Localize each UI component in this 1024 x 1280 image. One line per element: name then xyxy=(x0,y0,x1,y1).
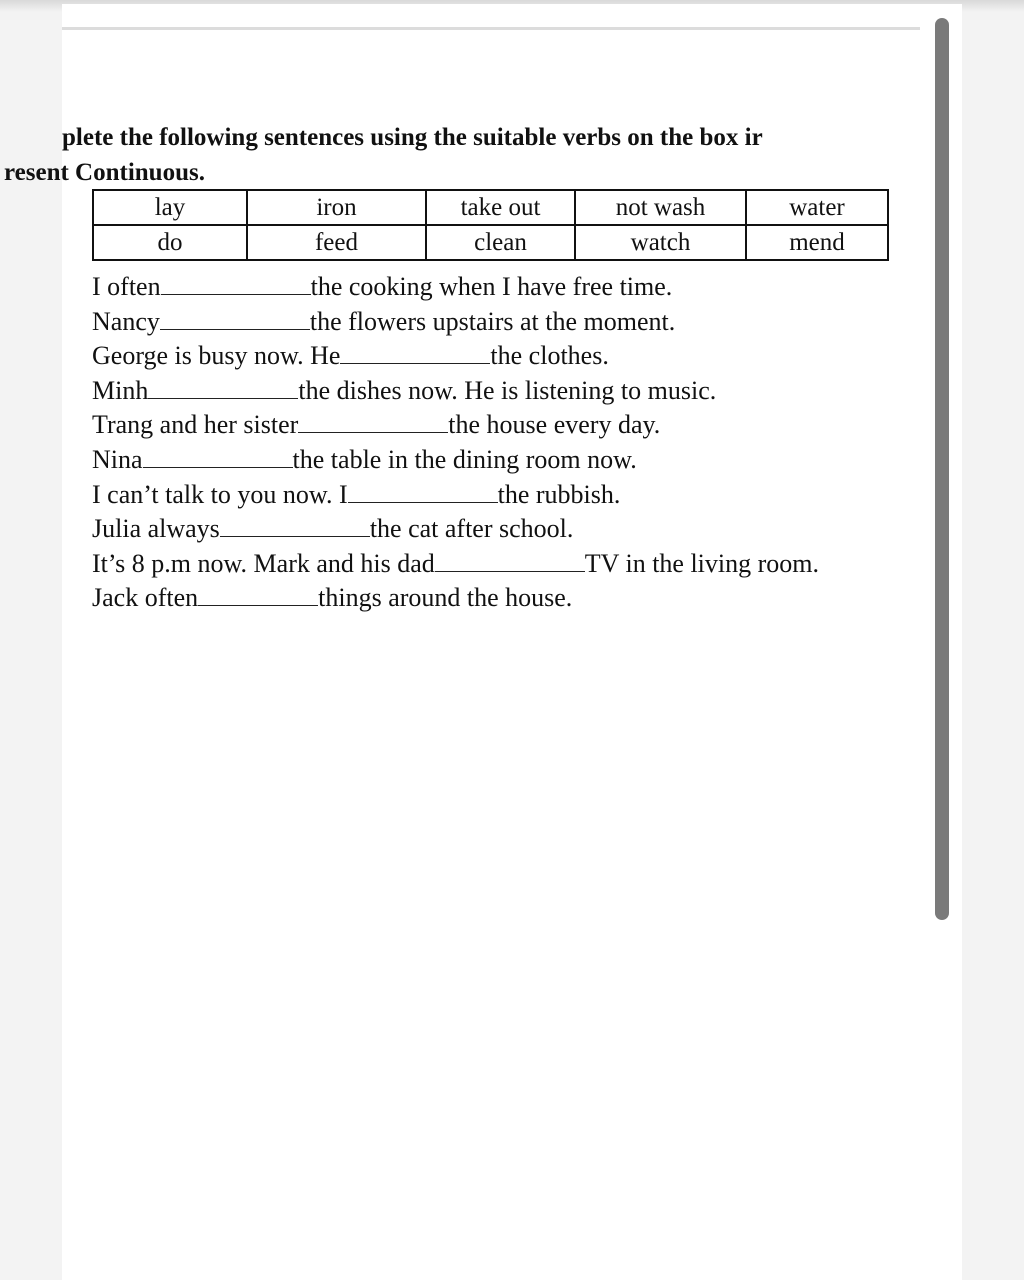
document-page xyxy=(4,4,962,1280)
scrollbar-thumb[interactable] xyxy=(935,18,949,920)
answer-blank xyxy=(298,410,448,433)
sentence-text-before: Nancy xyxy=(92,306,160,336)
sentence-text-after: things around the house. xyxy=(318,583,573,613)
sentence-text-after: the flowers upstairs at the moment. xyxy=(309,306,676,336)
sentence-8 xyxy=(92,512,819,547)
verb-box-table xyxy=(92,189,889,261)
answer-blank xyxy=(340,341,490,364)
sentence-text-after: the house every day. xyxy=(448,410,661,440)
verb-cell: clean xyxy=(426,225,575,260)
answer-blank xyxy=(160,307,310,330)
sentence-text-after: the clothes. xyxy=(490,341,609,371)
verb-box-row xyxy=(93,225,888,260)
verb-cell: iron xyxy=(247,190,426,225)
sentence-7 xyxy=(92,478,819,513)
sentence-list xyxy=(92,270,819,616)
sentence-3 xyxy=(92,339,819,374)
answer-blank xyxy=(198,583,318,606)
sentence-text-after: the table in the dining room now. xyxy=(292,444,637,474)
page-divider xyxy=(62,27,920,30)
verb-cell: mend xyxy=(746,225,888,260)
sentence-4 xyxy=(92,374,819,409)
verb-cell: not wash xyxy=(575,190,746,225)
sentence-9 xyxy=(92,547,819,582)
verb-cell: watch xyxy=(575,225,746,260)
sentence-text-before: Julia always xyxy=(92,514,220,544)
verb-box-row xyxy=(93,190,888,225)
sentence-text-before: Trang and her sister xyxy=(92,410,299,440)
sentence-text-after: the dishes now. He is listening to music. xyxy=(298,375,717,405)
verb-cell: feed xyxy=(247,225,426,260)
sentence-10 xyxy=(92,581,819,616)
sentence-text-after: the rubbish. xyxy=(497,479,621,509)
verb-cell: do xyxy=(93,225,247,260)
sentence-2 xyxy=(92,305,819,340)
answer-blank xyxy=(220,514,370,537)
sentence-text-after: TV in the living room. xyxy=(584,548,820,578)
instructions-line-2: resent Continuous. xyxy=(4,159,205,186)
verb-cell: water xyxy=(746,190,888,225)
sentence-text-before: It’s 8 p.m now. Mark and his dad xyxy=(92,548,435,578)
sentence-text-before: I often xyxy=(92,272,161,301)
sentence-text-after: the cat after school. xyxy=(369,514,574,544)
sentence-6 xyxy=(92,443,819,478)
answer-blank xyxy=(143,445,293,468)
sentence-text-before: Nina xyxy=(92,444,143,474)
answer-blank xyxy=(348,480,498,503)
sentence-text-before: I can’t talk to you now. I xyxy=(92,479,348,509)
instructions-line-1: plete the following sentences using the suitable verbs on the box ir xyxy=(62,124,763,151)
sentence-1 xyxy=(92,270,819,305)
sentence-text-before: George is busy now. He xyxy=(92,341,341,371)
verb-cell: lay xyxy=(93,190,247,225)
answer-blank xyxy=(435,549,585,572)
sentence-text-before: Minh xyxy=(92,375,149,405)
verb-cell: take out xyxy=(426,190,575,225)
sentence-5 xyxy=(92,408,819,443)
sentence-text-before: Jack often xyxy=(92,583,199,613)
answer-blank xyxy=(161,272,311,295)
sentence-text-after: the cooking when I have free time. xyxy=(310,272,673,301)
answer-blank xyxy=(148,376,298,399)
